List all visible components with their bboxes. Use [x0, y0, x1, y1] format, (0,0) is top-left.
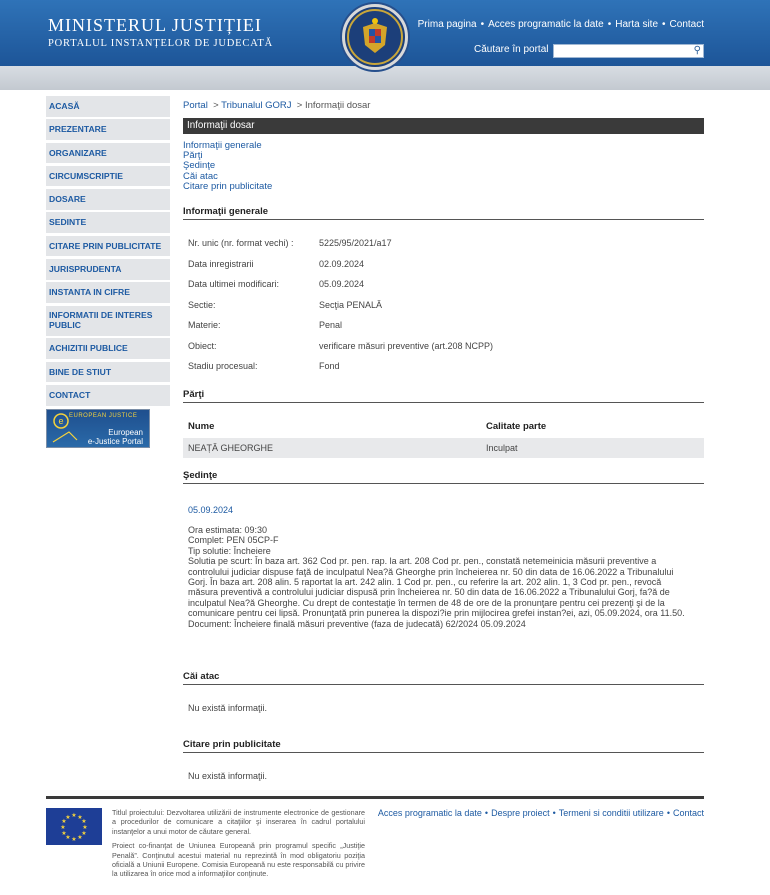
info-label: Data ultimei modificari:: [188, 279, 280, 289]
footer-link-termeni[interactable]: Termeni si conditii utilizare: [558, 808, 664, 818]
sedinte-heading: Şedinţe: [183, 467, 704, 484]
cai-atac-empty: Nu există informaţii.: [188, 703, 268, 713]
breadcrumb: Portal > Tribunalul GORJ > Informaţii dosar: [183, 100, 371, 111]
info-value: verificare măsuri preventive (art.208 NCPP): [319, 341, 494, 351]
parti-heading: Părţi: [183, 386, 704, 403]
svg-text:e: e: [58, 416, 64, 426]
info-value: 5225/95/2021/a17: [319, 238, 392, 248]
hearing-line: Ora estimata: 09:30: [188, 525, 268, 535]
info-row: [188, 238, 392, 248]
column-header-calitate: Calitate parte: [486, 421, 547, 432]
ejustice-portal-banner[interactable]: [46, 409, 150, 448]
toc-parti[interactable]: Părţi: [183, 150, 203, 162]
hearing-line: Document: Încheiere finală măsuri preventive (faza de judecată) 62/2024 05.09.2024: [188, 618, 526, 629]
nav-contact[interactable]: Contact: [669, 19, 704, 30]
citare-empty: Nu există informaţii.: [188, 771, 268, 781]
hearing-line: controlului judiciar dispuse faţă de inculpatul Nea?ă Gheorghe prin încheierea nr. 50 din data de 16.06.2022 a Tribunalului: [188, 566, 674, 577]
info-label: Materie:: [188, 320, 221, 330]
table-row: [183, 438, 704, 458]
sidebar-item-achizitii-publice[interactable]: ACHIZITII PUBLICE: [46, 338, 170, 359]
hearing-date[interactable]: 05.09.2024: [188, 505, 234, 515]
sidebar-item-circumscriptie[interactable]: CIRCUMSCRIPTIE: [46, 166, 170, 187]
sidebar-item-contact[interactable]: CONTACT: [46, 385, 170, 406]
footer-cofinance-text: Proiect co-finanţat de Uniunea Europeană prin programul specific „Justiţie Penală”. Conţinutul acestui material nu reprezintă în mod obligatoriu poziţia oficială a Uniunii Europene. Comisia Europeană nu este responsabilă cu privire la utilizarea în orice mod a informaţiilor conţinute.: [112, 841, 365, 879]
nav-prima-pagina[interactable]: Prima pagina: [417, 19, 477, 30]
page-title: Informaţii dosar: [183, 118, 704, 134]
info-label: Data inregistrarii: [188, 259, 254, 269]
hearing-line: Tip solutie: Încheiere: [188, 545, 271, 556]
ejustice-line1: European: [108, 428, 143, 437]
svg-text:★: ★: [82, 824, 88, 831]
coat-of-arms-logo[interactable]: [342, 4, 408, 70]
footer-project-title: Titlul proiectului: Dezvoltarea utilizării de instrumente electronice de gestionare a procedurilor de comunicare a citaţiilor şi inserarea în cadrul portalului instanţelor a unui motor de căutare general.: [112, 808, 365, 836]
svg-text:★: ★: [60, 824, 66, 831]
cai-atac-heading: Căi atac: [183, 668, 704, 685]
eu-flag-logo: [46, 808, 102, 845]
search-box: [553, 44, 704, 58]
svg-text:★: ★: [61, 818, 67, 825]
parti-table-header: [183, 416, 704, 437]
search-icon[interactable]: ⚲: [693, 45, 701, 56]
hearing-line: comunicare pentru cei lipsă. Pronunţată prin punerea la dispozi?ie prin mijlocirea grefei instan?ei, azi, 05.09.2024, ora 11.50.: [188, 608, 685, 619]
party-role: Inculpat: [486, 443, 518, 453]
breadcrumb-portal[interactable]: Portal: [183, 100, 208, 111]
nav-harta-site[interactable]: Harta site: [615, 19, 659, 30]
svg-text:★: ★: [81, 818, 87, 825]
info-value: 05.09.2024: [319, 279, 365, 289]
svg-text:★: ★: [65, 834, 71, 841]
nav-acces-programatic[interactable]: Acces programatic la date: [488, 19, 604, 30]
party-name: NEAȚĂ GHEORGHE: [188, 443, 274, 453]
info-row: [188, 279, 364, 289]
sidebar-item-organizare[interactable]: ORGANIZARE: [46, 143, 170, 164]
info-label: Stadiu procesual:: [188, 361, 258, 371]
hearing-line: măsura preventivă a controlului judiciar dispusă prin încheierea nr. 50 din data de 16.06.2022 a Tribunalului Gorj, fa?ă de: [188, 587, 670, 598]
sidebar-item-sedinte[interactable]: SEDINTE: [46, 212, 170, 233]
footer-links: Acces programatic la date • Despre proiect • Termeni si conditii utilizare • Contact: [377, 808, 704, 818]
info-row: [188, 300, 382, 310]
info-row: [188, 259, 364, 269]
sidebar-item-citare[interactable]: CITARE PRIN PUBLICITATE: [46, 236, 170, 257]
top-nav: Prima pagina • Acces programatic la date • Harta site • Contact: [417, 19, 704, 30]
search-label: Căutare în portal: [474, 44, 549, 55]
sidebar-item-informatii-interes-public[interactable]: INFORMATII DE INTERES PUBLIC: [46, 306, 170, 336]
sidebar-item-acasa[interactable]: ACASĂ: [46, 96, 170, 117]
column-header-nume: Nume: [188, 421, 215, 432]
ejustice-line2: e-Justice Portal: [87, 437, 143, 446]
section-links: [183, 141, 272, 192]
hearing-line: inculpatul Nea?ă Gheorghe. Cu drept de contestaţie în termen de 48 de ore de la pronunţare pentru cei prezenţi şi de la: [188, 597, 665, 608]
info-value: 02.09.2024: [319, 259, 365, 269]
info-value: Penal: [319, 320, 343, 330]
info-row: [188, 341, 493, 351]
brand-subtitle[interactable]: PORTALUL INSTANȚELOR DE JUDECATĂ: [48, 38, 274, 49]
sidebar-item-bine-de-stiut[interactable]: BINE DE STIUT: [46, 362, 170, 383]
svg-text:★: ★: [61, 830, 67, 837]
info-label: Nr. unic (nr. format vechi) :: [188, 238, 294, 248]
hearing-details: [188, 525, 700, 629]
toc-informatii-generale[interactable]: Informaţii generale: [183, 140, 262, 151]
sidebar-item-prezentare[interactable]: PREZENTARE: [46, 119, 170, 140]
toc-citare[interactable]: Citare prin publicitate: [183, 180, 273, 192]
info-label: Sectie:: [188, 300, 216, 310]
svg-text:★: ★: [71, 836, 77, 843]
general-heading: Informaţii generale: [183, 203, 704, 220]
footer-link-despre-proiect[interactable]: Despre proiect: [491, 808, 550, 818]
svg-text:★: ★: [81, 830, 87, 837]
sidebar-item-dosare[interactable]: DOSARE: [46, 189, 170, 210]
toc-sedinte[interactable]: Şedinţe: [183, 160, 216, 172]
header-band: [0, 66, 770, 90]
info-value: Secţia PENALĂ: [319, 300, 383, 310]
citare-heading: Citare prin publicitate: [183, 736, 704, 753]
footer-project-text: [112, 808, 365, 879]
sidebar-item-instanta-in-cifre[interactable]: INSTANTA IN CIFRE: [46, 282, 170, 303]
toc-cai-atac[interactable]: Căi atac: [183, 170, 218, 182]
info-label: Obiect:: [188, 341, 217, 351]
hearing-line: Gorj. În baza art. 208 alin. 5 raportat la art. 242 alin. 1 Cod pr. pen., cu referire la art. 202 alin. 1, 3 Cod pr. pen., revocă: [188, 577, 662, 588]
svg-text:★: ★: [65, 814, 71, 821]
brand-title[interactable]: MINISTERUL JUSTIȚIEI: [48, 15, 262, 35]
ejustice-top-text: EUROPEAN JUSTICE: [69, 413, 138, 419]
footer-link-contact[interactable]: Contact: [672, 808, 704, 818]
breadcrumb-current: Informaţii dosar: [305, 100, 371, 111]
sidebar-item-jurisprudenta[interactable]: JURISPRUDENTA: [46, 259, 170, 280]
hearing-line: Complet: PEN 05CP-F: [188, 535, 279, 546]
svg-text:★: ★: [77, 834, 83, 841]
sidebar-menu: [46, 96, 170, 408]
hearing-line: Solutia pe scurt: În baza art. 362 Cod pr. pen. rap. la art. 208 Cod pr. pen., constată netemeinicia măsurii preventive a: [188, 556, 657, 567]
svg-text:★: ★: [77, 814, 83, 821]
info-row: [188, 361, 340, 371]
search-input[interactable]: [554, 45, 688, 57]
footer-divider: [46, 796, 704, 799]
info-value: Fond: [319, 361, 340, 371]
footer-link-acces-programatic[interactable]: Acces programatic la date: [377, 808, 482, 818]
breadcrumb-tribunal[interactable]: Tribunalul GORJ: [221, 100, 292, 111]
svg-text:★: ★: [71, 812, 77, 819]
info-row: [188, 320, 342, 330]
